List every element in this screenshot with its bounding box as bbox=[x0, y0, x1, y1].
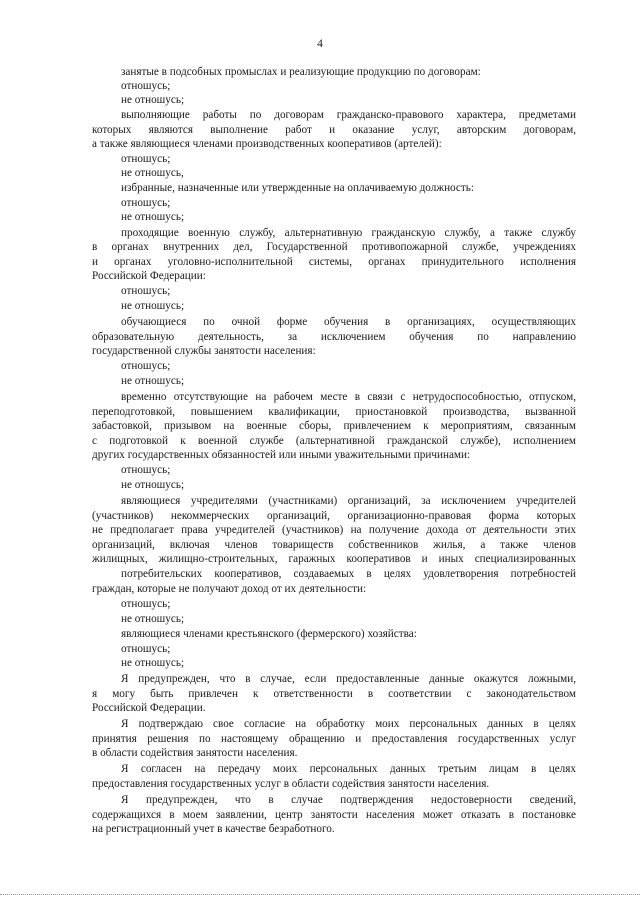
text-line: образовательную деятельность, за исключением обучения по направлению bbox=[92, 331, 576, 343]
text-line: других государственных обязанностей или иными уважительными причинами: bbox=[92, 449, 471, 461]
text-line: принятия решения по настоящему обращению и предоставления государственных услуг bbox=[92, 733, 576, 745]
text-line: не предполагает права учредителей (участников) на получение дохода от деятельности этих bbox=[92, 524, 576, 536]
text-line: и органах уголовно-исполнительной системы, органах принудительного исполнения bbox=[92, 256, 576, 268]
text-line: отношусь; bbox=[121, 643, 171, 655]
text-line: жилищных, жилищно-строительных, гаражных кооперативов и иных специализированных bbox=[92, 553, 576, 565]
text-line: Я подтверждаю свое согласие на обработку моих персональных данных в целях bbox=[121, 718, 576, 730]
text-line: являющиеся членами крестьянского (фермерского) хозяйства: bbox=[121, 628, 417, 640]
text-line: не отношусь; bbox=[121, 211, 185, 223]
text-line: содержащихся в моем заявлении, центр занятости населения может отказать в постановке bbox=[92, 809, 576, 821]
text-line: отношусь; bbox=[121, 80, 171, 92]
text-line: занятые в подсобных промыслах и реализующие продукцию по договорам: bbox=[121, 66, 481, 78]
text-line: не отношусь; bbox=[121, 375, 185, 387]
text-line: переподготовкой, повышением квалификации, приостановкой производства, вызванной bbox=[92, 406, 576, 418]
text-line: не отношусь; bbox=[121, 657, 185, 669]
text-line: не отношусь, bbox=[121, 167, 184, 179]
text-line: а также являющиеся членами производственных кооперативов (артелей): bbox=[92, 138, 442, 150]
text-line: предоставления государственных услуг в области содействия занятости населения. bbox=[92, 778, 490, 790]
text-line: отношусь; bbox=[121, 360, 171, 372]
text-line: отношусь; bbox=[121, 153, 171, 165]
text-line: Я согласен на передачу моих персональных данных третьим лицам в целях bbox=[121, 763, 576, 775]
text-line: я могу быть привлечен к ответственности в соответствии с законодательством bbox=[92, 688, 576, 700]
text-line: не отношусь; bbox=[121, 479, 185, 491]
text-line: Российской Федерации: bbox=[92, 270, 206, 282]
text-line: в области содействия занятости населения. bbox=[92, 747, 298, 759]
text-line: не отношусь; bbox=[121, 300, 185, 312]
text-line: забастовкой, призывом на военные сборы, привлечением к мероприятиям, связанным bbox=[92, 420, 576, 432]
text-line: отношусь; bbox=[121, 598, 171, 610]
text-line: с подготовкой к военной службе (альтернативной гражданской службе), исполнением bbox=[92, 435, 576, 447]
text-line: выполняющие работы по договорам гражданско-правового характера, предметами bbox=[121, 109, 576, 121]
text-line: граждан, которые не получают доход от их деятельности: bbox=[92, 583, 367, 595]
text-line: проходящие военную службу, альтернативную гражданскую службу, а также службу bbox=[121, 227, 576, 239]
text-line: Я предупрежден, что в случае подтверждения недостоверности сведений, bbox=[121, 794, 576, 806]
text-line: на регистрационный учет в качестве безработного. bbox=[92, 823, 335, 835]
text-line: отношусь; bbox=[121, 285, 171, 297]
text-line: Я предупрежден, что в случае, если предоставленные данные окажутся ложными, bbox=[121, 673, 576, 685]
text-line: обучающиеся по очной форме обучения в организациях, осуществляющих bbox=[121, 316, 576, 328]
scan-edge-line bbox=[0, 894, 640, 895]
text-line: избранные, назначенные или утвержденные на оплачиваемую должность: bbox=[121, 182, 474, 194]
page-number: 4 bbox=[317, 38, 323, 50]
text-line: в органах внутренних дел, Государственной противопожарной службе, учреждениях bbox=[92, 241, 576, 253]
text-line: не отношусь; bbox=[121, 613, 185, 625]
text-line: организаций, включая членов товариществ собственников жилья, а также членов bbox=[92, 539, 576, 551]
text-line: отношусь; bbox=[121, 464, 171, 476]
text-line: (участников) некоммерческих организаций, организационно-правовая форма которых bbox=[92, 510, 576, 522]
text-line: не отношусь; bbox=[121, 94, 185, 106]
text-line: государственной службы занятости населения: bbox=[92, 345, 316, 357]
text-line: являющиеся учредителями (участниками) организаций, за исключением учредителей bbox=[121, 495, 576, 507]
text-line: которых являются выполнение работ и оказание услуг, авторским договорам, bbox=[92, 124, 576, 136]
text-line: Российской Федерации. bbox=[92, 702, 206, 714]
text-line: потребительских кооперативов, создаваемых в целях удовлетворения потребностей bbox=[121, 568, 576, 580]
text-line: временно отсутствующие на рабочем месте в связи с нетрудоспособностью, отпуском, bbox=[121, 391, 576, 403]
text-line: отношусь; bbox=[121, 197, 171, 209]
